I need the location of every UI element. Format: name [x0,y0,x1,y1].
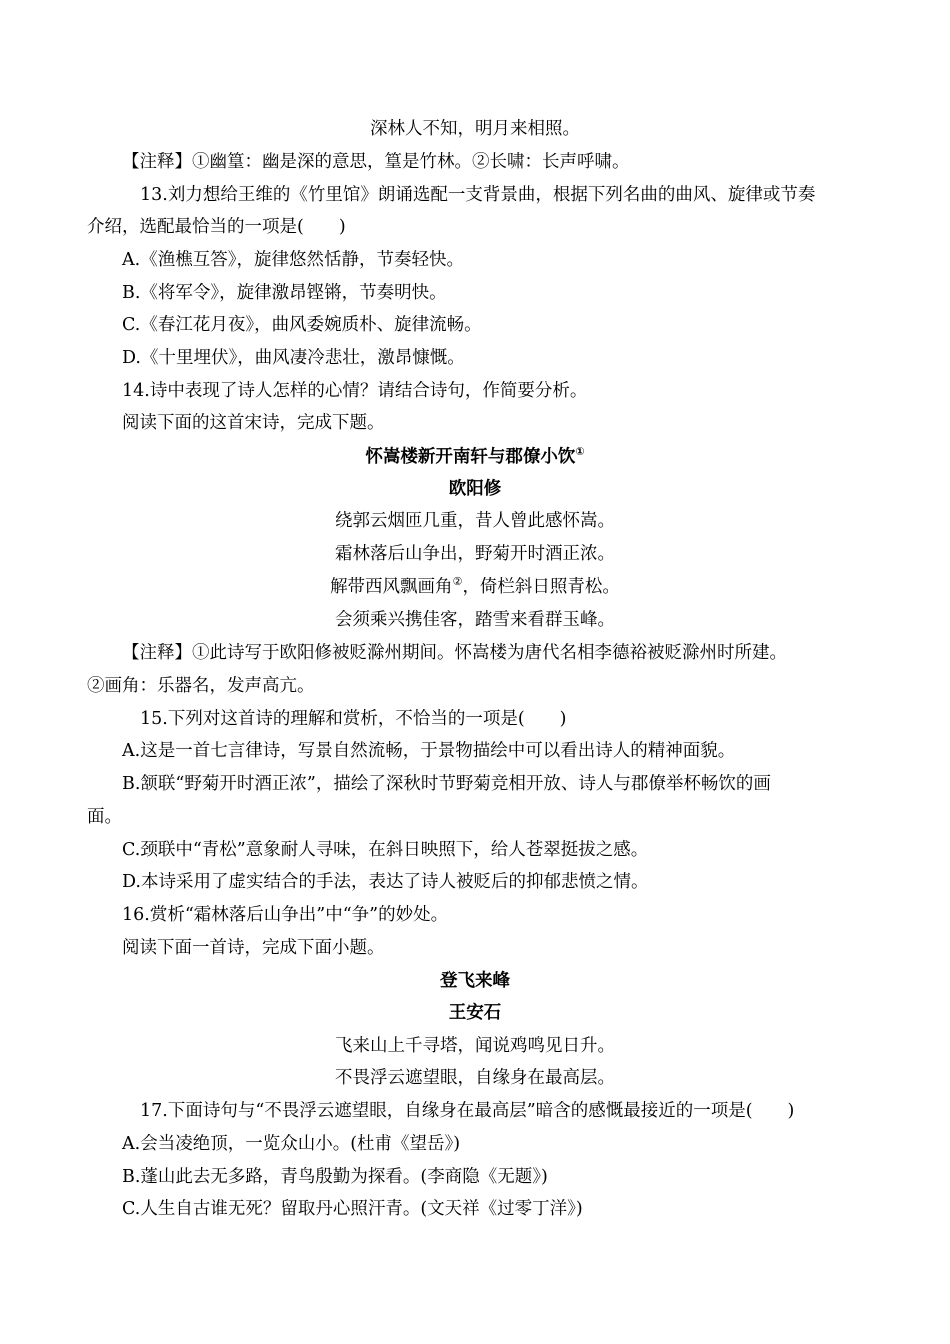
question-13-option-c: C.《春江花月夜》，曲风委婉质朴、旋律流畅。 [122,315,482,335]
question-17-option-b: B.蓬山此去无多路，青鸟殷勤为探看。(李商隐《无题》) [122,1167,548,1187]
poem-line: 飞来山上千寻塔，闻说鸡鸣见日升。 [335,1036,615,1056]
question-13-stem-line1: 13.刘力想给王维的《竹里馆》朗诵选配一支背景曲，根据下列名曲的曲风、旋律或节奏 [140,185,816,205]
reading-intro: 阅读下面的这首宋诗，完成下题。 [122,413,385,433]
question-14: 14.诗中表现了诗人怎样的心情？请结合诗句，作简要分析。 [122,381,588,401]
question-13-stem-line2: 介绍，选配最恰当的一项是( ) [87,217,346,237]
reading-intro: 阅读下面一首诗，完成下面小题。 [122,938,385,958]
poem-title: 登飞来峰 [440,971,510,991]
annotation-note-line2: ②画角：乐器名，发声高亢。 [87,676,315,696]
poem-title: 怀嵩楼新开南轩与郡僚小饮① [365,445,585,467]
footnote-mark: ① [575,445,585,458]
poem-author: 王安石 [448,1003,502,1023]
poem-author: 欧阳修 [448,479,502,499]
question-17-option-c: C.人生自古谁无死？留取丹心照汗青。(文天祥《过零丁洋》) [122,1199,583,1219]
question-17-stem: 17.下面诗句与“不畏浮云遮望眼，自缘身在最高层”暗含的感慨最接近的一项是( ) [140,1101,795,1121]
question-13-option-a: A.《渔樵互答》，旋律悠然恬静，节奏轻快。 [122,250,464,270]
question-13-option-b: B.《将军令》，旋律激昂铿锵，节奏明快。 [122,283,447,303]
poem-line: 会须乘兴携佳客，踏雪来看群玉峰。 [335,610,615,630]
annotation-note: 【注释】①幽篁：幽是深的意思，篁是竹林。②长啸：长声呼啸。 [122,152,630,172]
poem-line: 绕郭云烟匝几重，昔人曾此感怀嵩。 [335,511,615,531]
question-15-option-d: D.本诗采用了虚实结合的手法，表达了诗人被贬后的抑郁悲愤之情。 [122,872,649,892]
question-15-option-b-line2: 面。 [87,807,122,827]
question-15-option-b-line1: B.颔联“野菊开时酒正浓”，描绘了深秋时节野菊竞相开放、诗人与郡僚举杯畅饮的画 [122,774,771,794]
question-17-option-a: A.会当凌绝顶，一览众山小。(杜甫《望岳》) [122,1134,461,1154]
poem-line: 不畏浮云遮望眼，自缘身在最高层。 [335,1068,615,1088]
question-15-option-c: C.颈联中“青松”意象耐人寻味，在斜日映照下，给人苍翠挺拔之感。 [122,840,649,860]
annotation-note-line1: 【注释】①此诗写于欧阳修被贬滁州期间。怀嵩楼为唐代名相李德裕被贬滁州时所建。 [122,643,787,663]
poem-line: 解带西风飘画角②，倚栏斜日照青松。 [330,575,620,597]
question-13-option-d: D.《十里埋伏》，曲风凄冷悲壮，激昂慷慨。 [122,348,465,368]
poem-line: 深林人不知，明月来相照。 [370,119,580,139]
question-16: 16.赏析“霜林落后山争出”中“争”的妙处。 [122,905,449,925]
footnote-mark: ② [452,575,463,588]
question-15-stem: 15.下列对这首诗的理解和赏析，不恰当的一项是( ) [140,709,567,729]
poem-line: 霜林落后山争出，野菊开时酒正浓。 [335,544,615,564]
question-15-option-a: A.这是一首七言律诗，写景自然流畅，于景物描绘中可以看出诗人的精神面貌。 [122,741,736,761]
